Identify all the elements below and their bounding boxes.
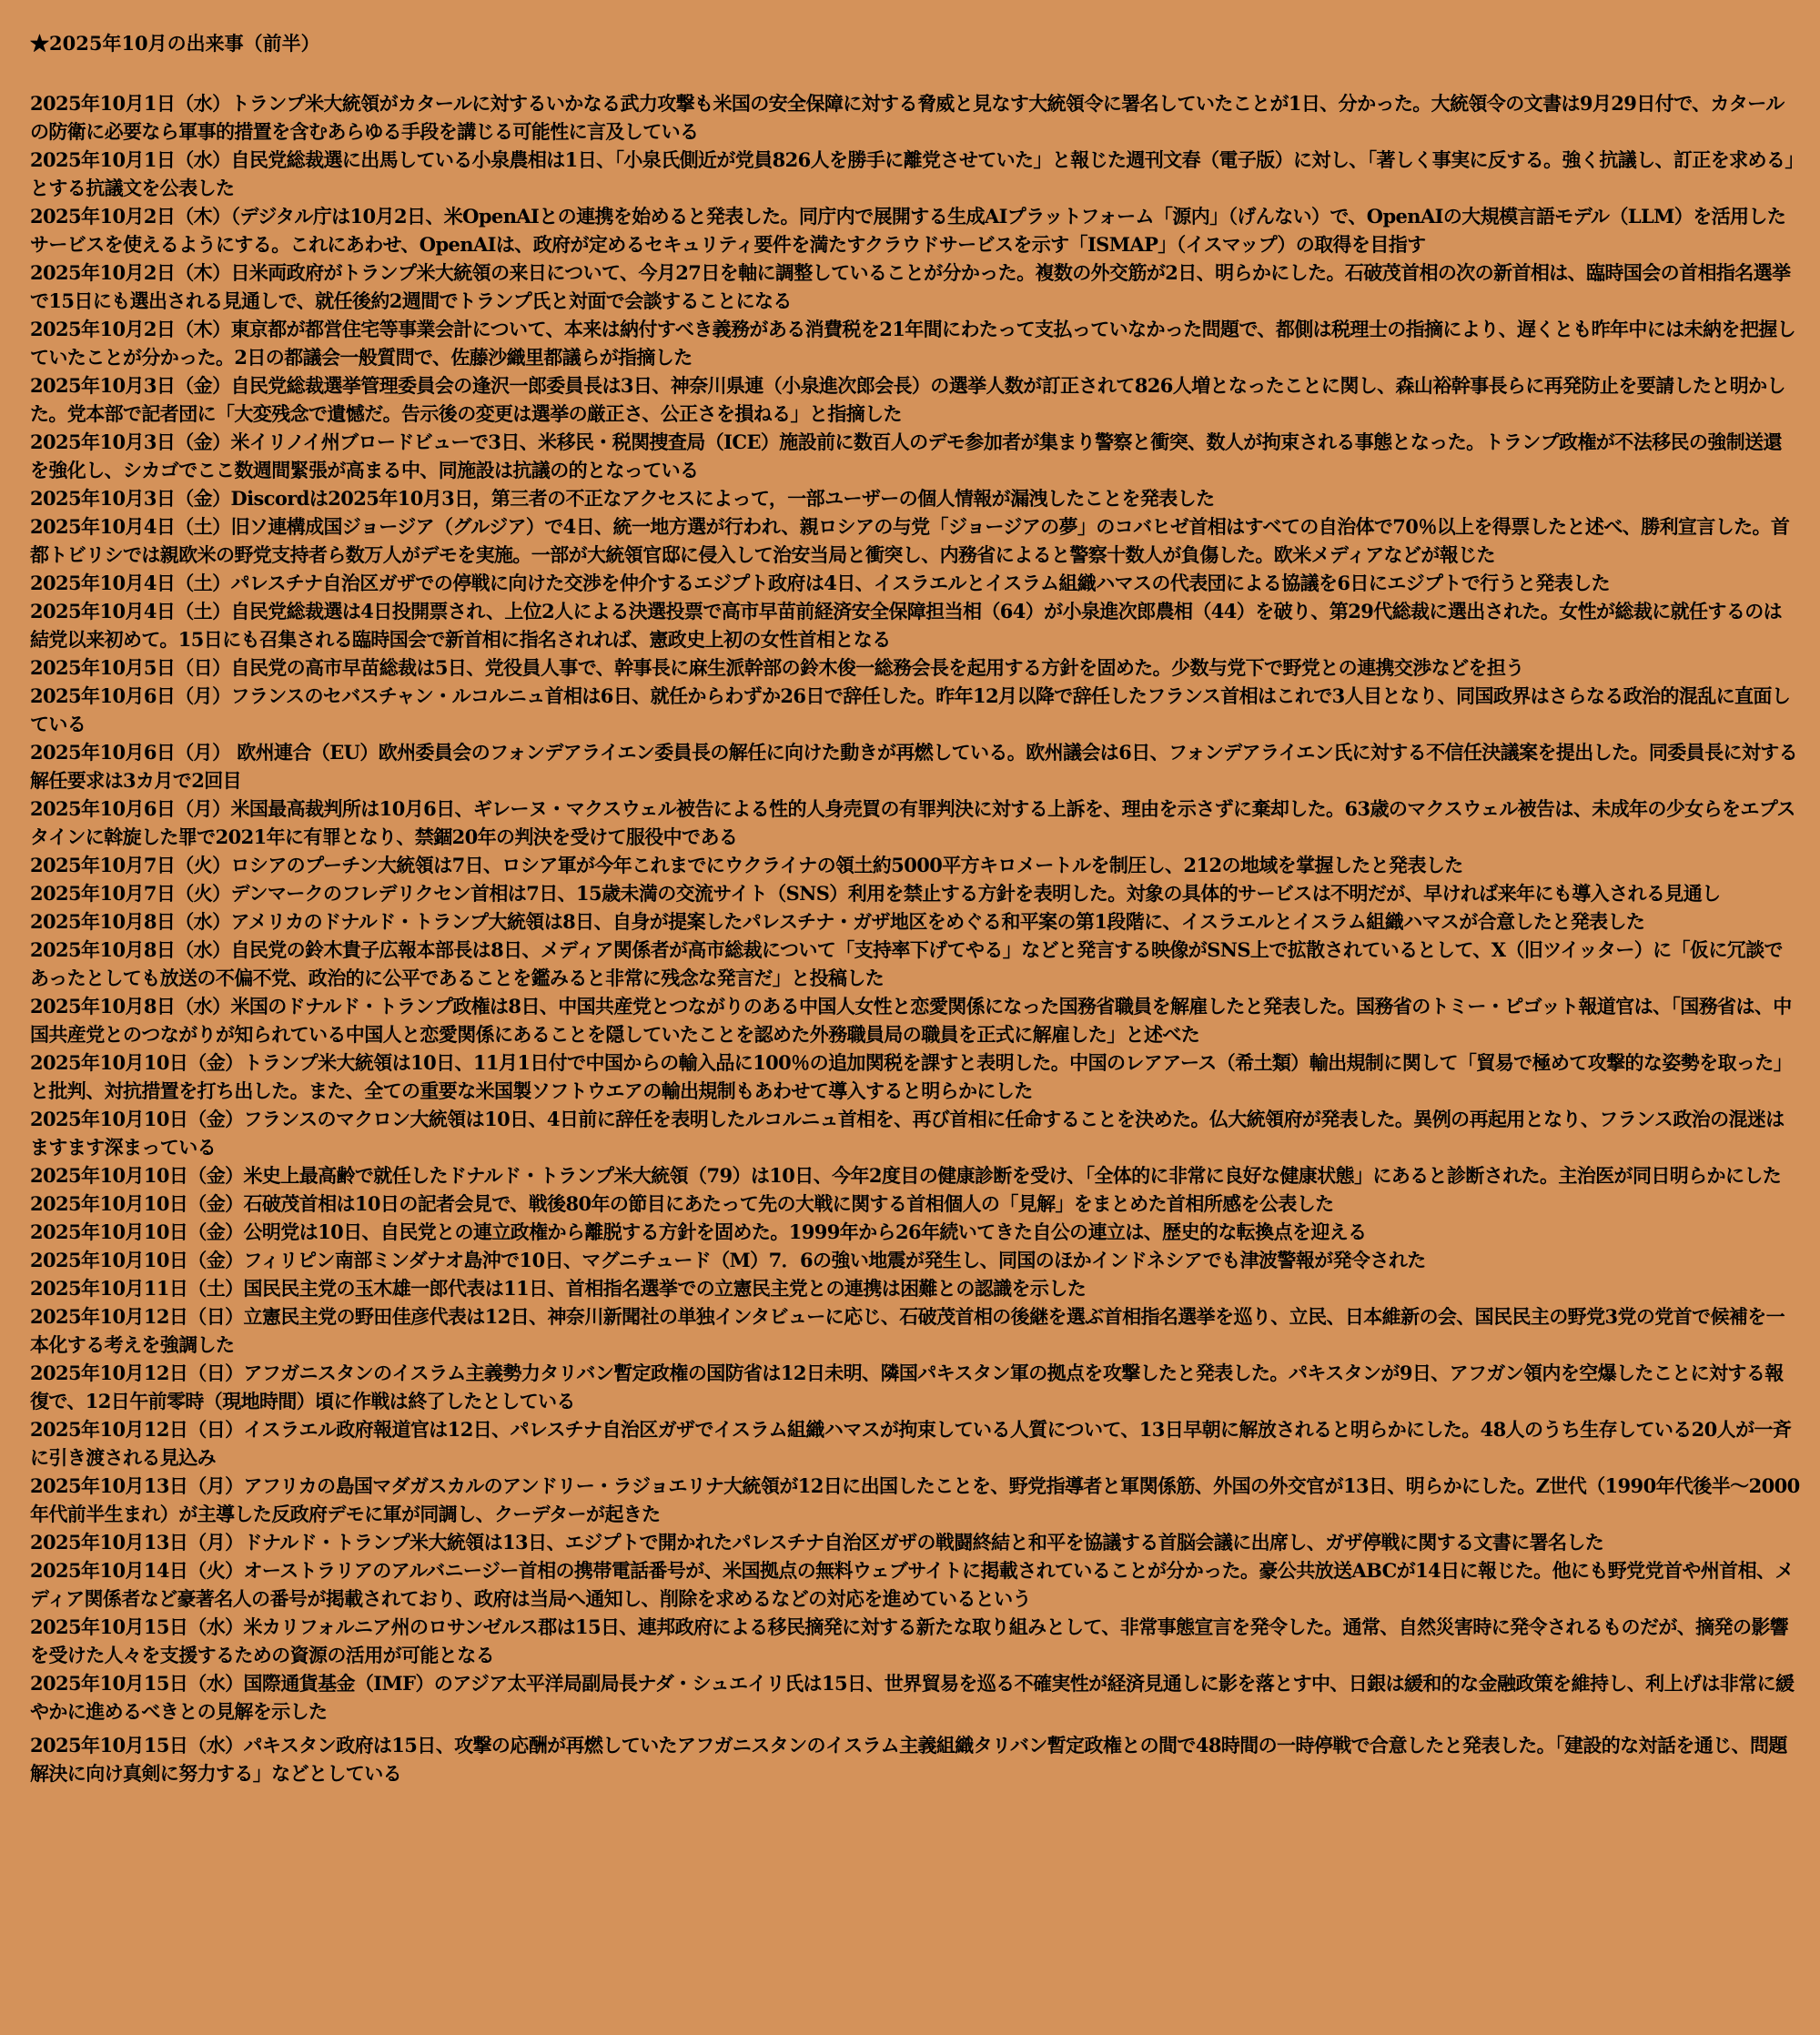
event-entry: 2025年10月13日（月）アフリカの島国マダガスカルのアンドリー・ラジョエリナ大統領が12日に出国したことを、野党指導者と軍関係筋、外国の外交官が13日、明らかにした。Z世代（1990年代後半～2000年代前半生まれ）が主導した反政府デモに軍が同調し、クーデターが起きた [30, 1474, 1800, 1525]
event-entry: 2025年10月10日（金）石破茂首相は10日の記者会見で、戦後80年の節目にあたって先の大戦に関する首相個人の「見解」をまとめた首相所感を公表した [30, 1192, 1334, 1215]
event-entry: 2025年10月2日（木）（デジタル庁は10月2日、米OpenAIとの連携を始めると発表した。同庁内で展開する生成AIプラットフォーム「源内」（げんない）で、OpenAIの大規模言語モデル（LLM）を活用したサービスを使えるようにする。これにあわせ、OpenAIは、政府が定めるセキュリティ要件を満たすクラウドサービスを示す「ISMAP」（イスマップ）の取得を目指す [30, 205, 1786, 256]
event-entry: 2025年10月2日（木）日米両政府がトランプ米大統領の来日について、今月27日を軸に調整していることが分かった。複数の外交筋が2日、明らかにした。石破茂首相の次の新首相は、臨時国会の首相指名選挙で15日にも選出される見通しで、就任後約2週間でトランプ氏と対面で会談することになる [30, 261, 1791, 312]
event-entry: 2025年10月4日（土）旧ソ連構成国ジョージア（グルジア）で4日、統一地方選が行われ、親ロシアの与党「ジョージアの夢」のコバヒゼ首相はすべての自治体で70％以上を得票したと述べ、勝利宣言した。首都トビリシでは親欧米の野党支持者ら数万人がデモを実施。一部が大統領官邸に侵入して治安当局と衝突し、内務省によると警察十数人が負傷した。欧米メディアなどが報じた [30, 515, 1790, 566]
event-entry: 2025年10月10日（金）フランスのマクロン大統領は10日、4日前に辞任を表明したルコルニュ首相を、再び首相に任命することを決めた。仏大統領府が発表した。異例の再起用となり、フランス政治の混迷はますます深まっている [30, 1108, 1785, 1159]
event-entry: 2025年10月10日（金）フィリピン南部ミンダナオ島沖で10日、マグニチュード（M）7．6の強い地震が発生し、同国のほかインドネシアでも津波警報が発令された [30, 1249, 1426, 1271]
event-entry: 2025年10月6日（月）米国最高裁判所は10月6日、ギレーヌ・マクスウェル被告による性的人身売買の有罪判決に対する上訴を、理由を示さずに棄却した。63歳のマクスウェル被告は、未成年の少女らをエプスタインに斡旋した罪で2021年に有罪となり、禁錮20年の判決を受けて服役中である [30, 797, 1795, 848]
event-entry: 2025年10月7日（火）デンマークのフレデリクセン首相は7日、15歳未満の交流サイト（SNS）利用を禁止する方針を表明した。対象の具体的サービスは不明だが、早ければ来年にも導入される見通し [30, 882, 1721, 905]
event-entry: 2025年10月3日（金）Discordは2025年10月3日，第三者の不正なアクセスによって，一部ユーザーの個人情報が漏洩したことを発表した [30, 487, 1215, 510]
event-entry: 2025年10月13日（月）ドナルド・トランプ米大統領は13日、エジプトで開かれたパレスチナ自治区ガザの戦闘終結と和平を協議する首脳会議に出席し、ガザ停戦に関する文書に署名した [30, 1531, 1604, 1554]
event-entry: 2025年10月12日（日）イスラエル政府報道官は12日、パレスチナ自治区ガザでイスラム組織ハマスが拘束している人質について、13日早朝に解放されると明らかにした。48人のうち生存している20人が一斉に引き渡される見込み [30, 1418, 1792, 1469]
event-entry: 2025年10月6日（月） 欧州連合（EU）欧州委員会のフォンデアライエン委員長の解任に向けた動きが再燃している。欧州議会は6日、フォンデアライエン氏に対する不信任決議案を提出した。同委員長に対する解任要求は3カ月で2回目 [30, 741, 1798, 792]
event-entry: 2025年10月14日（火）オーストラリアのアルバニージー首相の携帯電話番号が、米国拠点の無料ウェブサイトに掲載されていることが分かった。豪公共放送ABCが14日に報じた。他にも野党党首や州首相、メディア関係者など豪著名人の番号が掲載されており、政府は当局へ通知し、削除を求めるなどの対応を進めているという [30, 1559, 1794, 1610]
event-entry: 2025年10月12日（日）立憲民主党の野田佳彦代表は12日、神奈川新聞社の単独インタビューに応じ、石破茂首相の後継を選ぶ首相指名選挙を巡り、立民、日本維新の会、国民民主の野党3党の党首で候補を一本化する考えを強調した [30, 1305, 1785, 1356]
event-entry: 2025年10月8日（水）米国のドナルド・トランプ政権は8日、中国共産党とつながりのある中国人女性と恋愛関係になった国務省職員を解雇したと発表した。国務省のトミー・ピゴット報道官は、「国務省は、中国共産党とのつながりが知られている中国人と恋愛関係にあることを隠していたことを認めた外務職員局の職員を正式に解雇した」と述べた [30, 995, 1792, 1046]
event-list [30, 89, 1800, 1787]
event-entry: 2025年10月6日（月）フランスのセバスチャン・ルコルニュ首相は6日、就任からわずか26日で辞任した。昨年12月以降で辞任したフランス首相はこれで3人目となり、同国政界はさらなる政治的混乱に直面している [30, 684, 1791, 735]
event-entry: 2025年10月8日（水）自民党の鈴木貴子広報本部長は8日、メディア関係者が高市総裁について「支持率下げてやる」などと発言する映像がSNS上で拡散されているとして、X（旧ツイッター）に「仮に冗談であったとしても放送の不偏不党、政治的に公平であることを鑑みると非常に残念な発言だ」と投稿した [30, 938, 1783, 989]
event-entry: 2025年10月4日（土）パレスチナ自治区ガザでの停戦に向けた交渉を仲介するエジプト政府は4日、イスラエルとイスラム組織ハマスの代表団による協議を6日にエジプトで行うと発表した [30, 572, 1611, 594]
event-entry: 2025年10月7日（火）ロシアのプーチン大統領は7日、ロシア軍が今年これまでにウクライナの領土約5000平方キロメートルを制圧し、212の地域を掌握したと発表した [30, 854, 1463, 876]
event-entry: 2025年10月1日（水）トランプ米大統領がカタールに対するいかなる武力攻撃も米国の安全保障に対する脅威と見なす大統領令に署名していたことが1日、分かった。大統領令の文書は9月29日付で、カタールの防衛に必要なら軍事的措置を含むあらゆる手段を講じる可能性に言及している [30, 92, 1785, 143]
event-entry: 2025年10月5日（日）自民党の高市早苗総裁は5日、党役員人事で、幹事長に麻生派幹部の鈴木俊一総務会長を起用する方針を固めた。少数与党下で野党との連携交渉などを担う [30, 656, 1524, 679]
event-entry: 2025年10月15日（水）米カリフォルニア州のロサンゼルス郡は15日、連邦政府による移民摘発に対する新たな取り組みとして、非常事態宣言を発令した。通常、自然災害時に発令されるものだが、摘発の影響を受けた人々を支援するための資源の活用が可能となる [30, 1615, 1789, 1666]
event-entry: 2025年10月8日（水）アメリカのドナルド・トランプ大統領は8日、自身が提案したパレスチナ・ガザ地区をめぐる和平案の第1段階に、イスラエルとイスラム組織ハマスが合意したと発表した [30, 910, 1645, 933]
event-entry: 2025年10月10日（金）トランプ米大統領は10日、11月1日付で中国からの輸入品に100％の追加関税を課すと表明した。中国のレアアース（希土類）輸出規制に関して「貿易で極めて攻撃的な姿勢を取った」と批判、対抗措置を打ち出した。また、全ての重要な米国製ソフトウエアの輸出規制もあわせて導入すると明らかにした [30, 1051, 1793, 1102]
event-entry: 2025年10月12日（日）アフガニスタンのイスラム主義勢力タリバン暫定政権の国防省は12日未明、隣国パキスタン軍の拠点を攻撃したと発表した。パキスタンが9日、アフガン領内を空爆したことに対する報復で、12日午前零時（現地時間）頃に作戦は終了したとしている [30, 1362, 1784, 1412]
document-title: ★2025年10月の出来事（前半） [30, 32, 320, 55]
event-entry: 2025年10月15日（水）国際通貨基金（IMF）のアジア太平洋局副局長ナダ・シュエイリ氏は15日、世界貿易を巡る不確実性が経済見通しに影を落とす中、日銀は緩和的な金融政策を維持し、利上げは非常に緩やかに進めるべきとの見解を示した [30, 1672, 1795, 1723]
event-entry: 2025年10月3日（金）米イリノイ州ブロードビューで3日、米移民・税関捜査局（ICE）施設前に数百人のデモ参加者が集まり警察と衝突、数人が拘束される事態となった。トランプ政権が不法移民の強制送還を強化し、シカゴでここ数週間緊張が高まる中、同施設は抗議の的となっている [30, 430, 1782, 481]
event-entry: 2025年10月10日（金）米史上最高齢で就任したドナルド・トランプ米大統領（79）は10日、今年2度目の健康診断を受け、「全体的に非常に良好な健康状態」にあると診断された。主治医が同日明らかにした [30, 1164, 1782, 1187]
event-entry: 2025年10月1日（水）自民党総裁選に出馬している小泉農相は1日、「小泉氏側近が党員826人を勝手に離党させていた」と報じた週刊文春（電子版）に対し、「著しく事実に反する。強く抗議し、訂正を求める」とする抗議文を公表した [30, 148, 1795, 199]
event-entry: 2025年10月10日（金）公明党は10日、自民党との連立政権から離脱する方針を固めた。1999年から26年続いてきた自公の連立は、歴史的な転換点を迎える [30, 1220, 1367, 1243]
event-entry: 2025年10月2日（木）東京都が都営住宅等事業会計について、本来は納付すべき義務がある消費税を21年間にわたって支払っていなかった問題で、都側は税理士の指摘により、遅くとも昨年中には未納を把握していたことが分かった。2日の都議会一般質問で、佐藤沙織里都議らが指摘した [30, 318, 1796, 369]
event-entry: 2025年10月11日（土）国民民主党の玉木雄一郎代表は11日、首相指名選挙での立憲民主党との連携は困難との認識を示した [30, 1277, 1087, 1300]
event-entry: 2025年10月15日（水）パキスタン政府は15日、攻撃の応酬が再燃していたアフガニスタンのイスラム主義組織タリバン暫定政権との間で48時間の一時停戦で合意したと発表した。「建設的な対話を通じ、問題解決に向け真剣に努力する」などとしている [30, 1734, 1787, 1785]
event-entry: 2025年10月3日（金）自民党総裁選挙管理委員会の逢沢一郎委員長は3日、神奈川県連（小泉進次郎会長）の選挙人数が訂正されて826人増となったことに関し、森山裕幹事長らに再発防止を要請したと明かした。党本部で記者団に「大変残念で遺憾だ。告示後の変更は選挙の厳正さ、公正さを損ねる」と指摘した [30, 374, 1785, 425]
event-entry: 2025年10月4日（土）自民党総裁選は4日投開票され、上位2人による決選投票で高市早苗前経済安全保障担当相（64）が小泉進次郎農相（44）を破り、第29代総裁に選出された。女性が総裁に就任するのは結党以来初めて。15日にも召集される臨時国会で新首相に指名されれば、憲政史上初の女性首相となる [30, 600, 1783, 651]
